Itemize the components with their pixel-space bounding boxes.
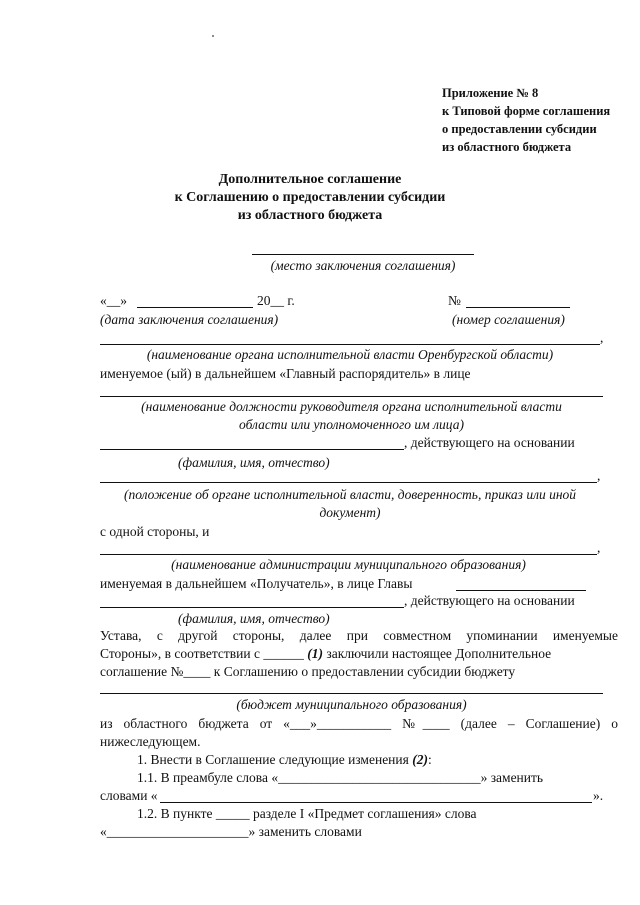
authority-hint: (наименование органа исполнительной власти Оренбургской области) <box>146 347 554 362</box>
number-label: № <box>448 293 461 308</box>
item-1-text: 1. Внести в Соглашение следующие изменения <box>137 752 409 767</box>
scan-speck <box>212 35 214 37</box>
title-line-1: Дополнительное соглашение <box>218 172 402 187</box>
parties-text-1: Стороны», в соответствии с ______ <box>100 646 304 661</box>
budget-hint: (бюджет муниципального образования) <box>236 697 467 712</box>
acting-basis-text-2: , действующего на основании <box>404 593 575 608</box>
item-1 <box>137 752 432 768</box>
item-1-2: 1.2. В пункте _____ разделе I «Предмет соглашения» слова <box>137 806 477 821</box>
named-main-text: именуемое (ый) в дальнейшем «Главный распорядитель» в лице <box>100 366 471 381</box>
appendix-line-2: к Типовой форме соглашения <box>442 104 611 118</box>
parties-note: (1) <box>307 646 323 661</box>
agreement-line: соглашение №____ к Соглашению о предоставлении субсидии бюджету <box>100 664 516 679</box>
date-year[interactable]: 20__ г. <box>257 293 295 308</box>
position-hint-1: (наименование должности руководителя органа исполнительной власти <box>141 399 562 414</box>
fio-hint-2: (фамилия, имя, отчество) <box>178 611 330 626</box>
appendix-line-3: о предоставлении субсидии <box>442 122 597 136</box>
comma: , <box>597 540 601 555</box>
position-field-line[interactable] <box>100 396 603 397</box>
number-hint: (номер соглашения) <box>452 312 565 327</box>
fio-field-line-2[interactable] <box>100 607 404 608</box>
new-words-field-line[interactable] <box>160 802 592 803</box>
basis-hint-2: документ) <box>319 505 381 520</box>
item-1-1-words: словами « <box>100 788 158 803</box>
item-1-1: 1.1. В преамбуле слова «______________________________» заменить <box>137 770 544 785</box>
head-name-field-line[interactable] <box>456 590 586 591</box>
authority-field-line[interactable] <box>100 344 600 345</box>
item-1-note: (2) <box>412 752 428 767</box>
admin-hint: (наименование администрации муниципального образования) <box>171 557 526 572</box>
place-field-line[interactable] <box>252 254 474 255</box>
parties-text-2: заключили настоящее Дополнительное <box>326 646 552 661</box>
comma: , <box>597 468 601 483</box>
comma: , <box>600 330 604 345</box>
charter-text: Устава, с другой стороны, далее при совместном упоминании именуемые <box>100 628 618 643</box>
date-day-field[interactable]: «__» <box>100 293 127 308</box>
title-line-2: к Соглашению о предоставлении субсидии <box>174 190 446 205</box>
item-1-2-b: «_____________________» заменить словами <box>100 824 362 839</box>
place-hint: (место заключения соглашения) <box>270 258 456 273</box>
admin-field-line[interactable] <box>100 554 597 555</box>
appendix-line-1: Приложение № 8 <box>442 86 539 100</box>
date-hint: (дата заключения соглашения) <box>100 312 279 327</box>
position-hint-2: области или уполномоченного им лица) <box>239 417 464 432</box>
item-1-1-end: ». <box>593 788 604 803</box>
one-side-text: с одной стороны, и <box>100 524 210 539</box>
item-1-colon: : <box>427 752 432 767</box>
from-budget-text: из областного бюджета от «___»___________ №____ (далее – Соглашение) о <box>100 716 618 731</box>
fio-field-line[interactable] <box>100 449 404 450</box>
basis-hint-1: (положение об органе исполнительной власти, доверенность, приказ или иной <box>123 487 577 502</box>
fio-hint: (фамилия, имя, отчество) <box>178 455 330 470</box>
budget-field-line[interactable] <box>100 693 603 694</box>
acting-basis-text: , действующего на основании <box>404 435 575 450</box>
title-line-3: из областного бюджета <box>237 208 383 223</box>
parties-line <box>100 646 618 662</box>
basis-field-line[interactable] <box>100 482 597 483</box>
following-text: нижеследующем. <box>100 734 201 749</box>
appendix-line-4: из областного бюджета <box>442 140 572 154</box>
date-month-field-line[interactable] <box>137 307 253 308</box>
named-recipient-text: именуемая в дальнейшем «Получатель», в лице Главы <box>100 576 413 591</box>
number-field-line[interactable] <box>466 307 570 308</box>
